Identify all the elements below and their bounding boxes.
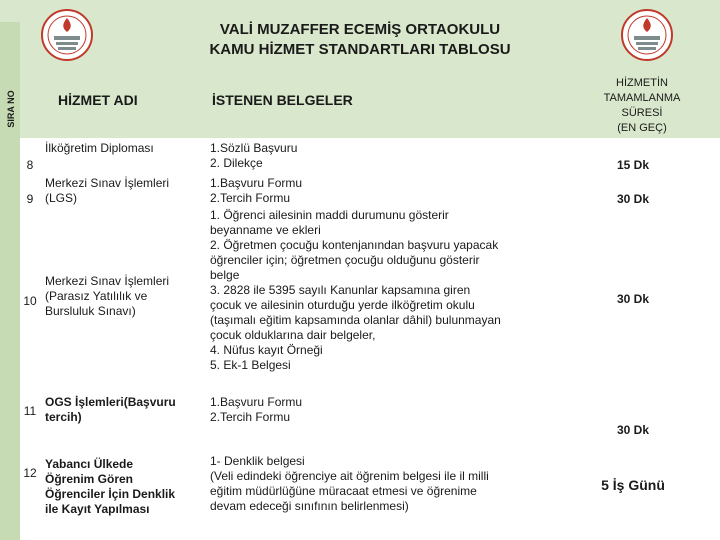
istenen-belgeler-header: İSTENEN BELGELER <box>212 92 353 108</box>
service-name <box>45 395 205 425</box>
document-line: çocuk olduklarına dair belgeler, <box>210 328 376 342</box>
completion-time: 30 Dk <box>616 423 650 437</box>
service-name-line: ile Kayıt Yapılması <box>45 502 150 516</box>
sure-header-line: SÜRESİ <box>621 107 663 119</box>
row-number: 12 <box>23 466 37 480</box>
completion-time: 30 Dk <box>616 192 650 206</box>
required-documents <box>210 176 560 206</box>
service-name-line: OGS İşlemleri(Başvuru <box>45 395 176 409</box>
document-line: 5. Ek-1 Belgesi <box>210 358 291 372</box>
document-line: (Veli edindeki öğrenciye ait öğrenim belgesi ile il milli <box>210 469 489 483</box>
sure-header-line: TAMAMLANMA <box>603 92 681 104</box>
document-line: (taşımalı eğitim kapsamında olanlar dâhil) bulunmayan <box>210 313 501 327</box>
header-banner <box>0 0 720 72</box>
service-name-line: Öğrenciler İçin Denklik <box>45 487 176 501</box>
required-documents <box>210 454 560 514</box>
service-name-line: (LGS) <box>45 191 78 205</box>
document-line: 3. 2828 ile 5395 sayılı Kanunlar kapsamına giren <box>210 283 471 297</box>
completion-time: 15 Dk <box>616 158 650 172</box>
table-title: KAMU HİZMET STANDARTLARI TABLOSU <box>209 41 511 58</box>
document-line: 1- Denklik belgesi <box>210 454 305 468</box>
sira-no-column <box>0 22 20 540</box>
row-number: 11 <box>23 404 37 418</box>
document-line: 2. Dilekçe <box>210 156 263 170</box>
sure-header-line: HİZMETİN <box>616 77 668 89</box>
document-line: belge <box>210 268 240 282</box>
school-title: VALİ MUZAFFER ECEMİŞ ORTAOKULU <box>219 21 501 38</box>
service-name-line: Bursluluk Sınavı) <box>45 304 136 318</box>
required-documents <box>210 141 560 171</box>
completion-time: 30 Dk <box>616 292 650 306</box>
document-line: 4. Nüfus kayıt Örneği <box>210 343 323 357</box>
service-name <box>45 141 205 156</box>
ministry-logo-right <box>620 6 674 64</box>
row-number: 8 <box>26 158 34 172</box>
required-documents <box>210 208 560 373</box>
completion-time: 5 İş Günü <box>601 477 665 493</box>
service-name <box>45 457 205 517</box>
tamamlanma-suresi-header <box>562 76 720 136</box>
document-line: öğrenciler için; öğretmen çocuğu olduğunu gösterir <box>210 253 480 267</box>
service-name-line: Merkezi Sınav İşlemleri <box>45 176 170 190</box>
required-documents <box>210 395 560 425</box>
service-name-line: İlköğretim Diploması <box>45 141 154 155</box>
sure-header-line: (EN GEÇ) <box>617 122 667 134</box>
service-name-line: Merkezi Sınav İşlemleri <box>45 274 170 288</box>
document-line: beyanname ve ekleri <box>210 223 321 237</box>
service-name-line: Öğrenim Gören <box>45 472 134 486</box>
document-line: 2.Tercih Formu <box>210 191 291 205</box>
ministry-logo-left <box>40 6 94 64</box>
service-name <box>45 176 205 206</box>
document-line: eğitim müdürlüğüne müracaat etmesi ve öğrenime <box>210 484 477 498</box>
service-name-line: (Parasız Yatılılık ve <box>45 289 148 303</box>
document-line: çocuk ve ailesinin oturduğu yerde ilköğretim okulu <box>210 298 475 312</box>
sira-no-header: SIRA NO <box>6 90 16 128</box>
service-name-line: tercih) <box>45 410 82 424</box>
service-name <box>45 274 205 319</box>
document-line: 1.Sözlü Başvuru <box>210 141 298 155</box>
row-number: 9 <box>26 192 34 206</box>
column-header-row <box>20 72 720 138</box>
document-line: 1. Öğrenci ailesinin maddi durumunu gösterir <box>210 208 449 222</box>
document-line: 2.Tercih Formu <box>210 410 291 424</box>
document-line: 1.Başvuru Formu <box>210 176 303 190</box>
document-line: 1.Başvuru Formu <box>210 395 303 409</box>
row-number: 10 <box>23 294 37 308</box>
document-line: devam edeceği sınıfının belirlenmesi) <box>210 499 409 513</box>
hizmet-adi-header: HİZMET ADI <box>58 92 138 108</box>
service-name-line: Yabancı Ülkede <box>45 457 134 471</box>
document-line: 2. Öğretmen çocuğu kontenjanından başvuru yapacak <box>210 238 499 252</box>
